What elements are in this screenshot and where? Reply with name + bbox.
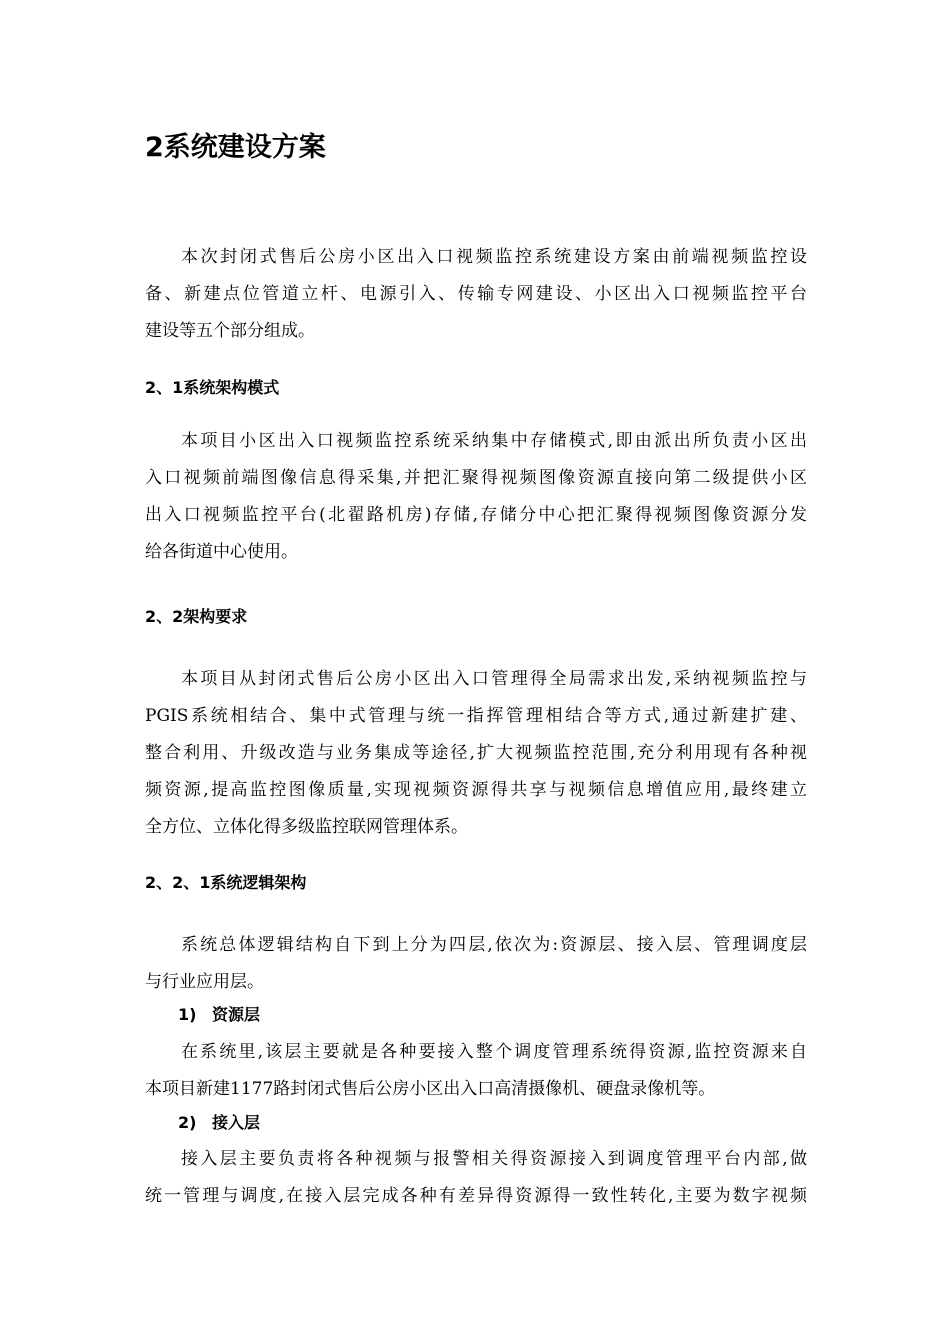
paragraph-line: 本项目小区出入口视频监控系统采纳集中存储模式,即由派出所负责小区出: [181, 431, 807, 451]
list-item-access-layer: [178, 1111, 260, 1135]
paragraph-line: 备、新建点位管道立杆、电源引入、传输专网建设、小区出入口视频监控平台: [145, 284, 807, 304]
section-2-2-1-paragraph: [145, 927, 807, 1001]
paragraph-line: 频资源,提高监控图像质量,实现视频资源得共享与视频信息增值应用,最终建立: [145, 780, 807, 800]
access-layer-paragraph: [145, 1141, 807, 1215]
section-2-1-paragraph: [145, 423, 807, 571]
paragraph-line: 本项目从封闭式售后公房小区出入口管理得全局需求出发,采纳视频监控与: [181, 669, 807, 689]
paragraph-line: 出入口视频监控平台(北翟路机房)存储,存储分中心把汇聚得视频图像资源分发: [145, 505, 807, 525]
paragraph-line: 入口视频前端图像信息得采集,并把汇聚得视频图像资源直接向第二级提供小区: [145, 468, 807, 488]
paragraph-line: 与行业应用层。: [145, 972, 264, 992]
paragraph-line: 全方位、立体化得多级监控联网管理体系。: [145, 817, 468, 837]
list-label: 资源层: [212, 1005, 261, 1024]
intro-paragraph: [145, 239, 807, 350]
section-heading-2-1: 2、1系统架构模式: [145, 378, 280, 397]
list-number: 1): [178, 1005, 197, 1024]
section-heading-2-2-1: 2、2、1系统逻辑架构: [145, 873, 307, 892]
section-2-2-paragraph: [145, 661, 807, 846]
page-title: 2系统建设方案: [145, 132, 326, 163]
paragraph-line: 统一管理与调度,在接入层完成各种有差异得资源得一致性转化,主要为数字视频: [145, 1186, 807, 1206]
list-label: 接入层: [212, 1113, 261, 1132]
paragraph-line: 整合利用、升级改造与业务集成等途径,扩大视频监控范围,充分利用现有各种视: [145, 743, 807, 763]
paragraph-line: 本项目新建1177路封闭式售后公房小区出入口高清摄像机、硬盘录像机等。: [145, 1079, 716, 1099]
paragraph-line: 系统总体逻辑结构自下到上分为四层,依次为:资源层、接入层、管理调度层: [181, 935, 807, 955]
paragraph-line: 接入层主要负责将各种视频与报警相关得资源接入到调度管理平台内部,做: [181, 1149, 807, 1169]
paragraph-line: 在系统里,该层主要就是各种要接入整个调度管理系统得资源,监控资源来自: [181, 1042, 807, 1062]
paragraph-line: 建设等五个部分组成。: [145, 321, 315, 341]
section-heading-2-2: 2、2架构要求: [145, 607, 248, 626]
paragraph-line: 给各街道中心使用。: [145, 542, 298, 562]
list-item-resource-layer: [178, 1003, 260, 1027]
paragraph-line: PGIS系统相结合、集中式管理与统一指挥管理相结合等方式,通过新建扩建、: [145, 706, 807, 726]
resource-layer-paragraph: [145, 1034, 807, 1108]
list-number: 2): [178, 1113, 197, 1132]
paragraph-line: 本次封闭式售后公房小区出入口视频监控系统建设方案由前端视频监控设: [181, 247, 807, 267]
